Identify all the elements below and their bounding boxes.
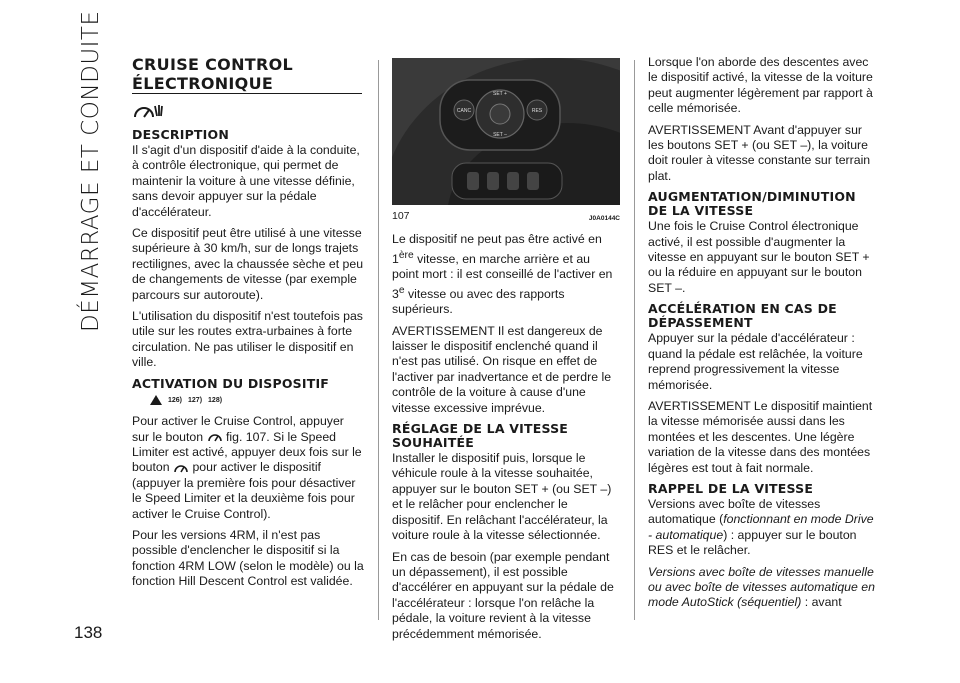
text-span: : avant — [801, 595, 842, 610]
paragraph: Appuyer sur la pédale d'accélérateur : quand la pédale est relâchée, la voiture reprend progressivement la vitesse mémorisée. — [648, 331, 863, 392]
text-span: Pour activer le Cruise Control, appuyer sur le bouton — [132, 414, 344, 444]
fig-label-res: RES — [531, 108, 543, 114]
paragraph: Il s'agit d'un dispositif d'aide à la conduite, à contrôle électronique, qui permet de maintenir la voiture à une vitesse définie, sans devoir appuyer sur la pédale d'accélérateur. — [132, 143, 360, 219]
paragraph: Installer le dispositif puis, lorsque le véhicule roule à la vitesse souhaitée, appuyer sur le bouton SET + (ou SET –) et le relâcher pour enclencher le dispositif. En relâchant l'accélérateur, la voiture roule à la vitesse sélectionnée. — [392, 451, 612, 543]
paragraph: AVERTISSEMENT Avant d'appuyer sur les boutons SET + (ou SET –), la voiture doit rouler à vitesse constante sur terrain plat. — [648, 122, 871, 183]
paragraph: AVERTISSEMENT Il est dangereux de laisser le dispositif enclenché quand il n'est pas utilisé. On risque en effet de l'activer par inadvertance et de perdre le contrôle de la voiture à cause d'une vitesse excessive imprévue. — [392, 323, 612, 415]
italic-text: Versions avec boîte de vitesses manuelle ou avec boîte de vitesses automatique en mode AutoStick (séquentiel) — [648, 564, 875, 610]
paragraph: Ce dispositif peut être utilisé à une vitesse supérieure à 30 km/h, sur de longs trajets rectilignes, avec la chaussée sèche et peu de changements de vitesse (par exemple parcours sur autoroute). — [132, 226, 364, 302]
superscript: ère — [398, 249, 414, 261]
cruise-button-icon — [207, 430, 223, 444]
column-1 — [132, 55, 364, 596]
section-title-line2: ÉLECTRONIQUE — [132, 74, 274, 93]
superscript: e — [398, 284, 405, 296]
ref-number: 128) — [208, 396, 223, 404]
fig-label-canc: CANC — [456, 108, 472, 114]
ref-number: 127) — [188, 396, 203, 404]
paragraph: L'utilisation du dispositif n'est toutefois pas utile sur les routes extra-urbaines à forte circulation. Ne pas utiliser le dispositif en ville. — [132, 309, 363, 370]
text-span: Versions avec boîte de vitesses automatique ( — [648, 496, 821, 527]
heading-rappel: RAPPEL DE LA VITESSE — [648, 480, 814, 496]
text-span: pour activer le dispositif (appuyer la première fois pour désactiver le Speed Limiter et la deuxième fois pour activer le Cruise Control). — [132, 460, 356, 521]
italic-text: fonctionnant en mode Drive - automatique — [648, 512, 874, 542]
text-span: Le dispositif ne peut pas être activé en 1 — [392, 232, 602, 266]
page-number: 138 — [74, 623, 103, 642]
ref-number: 126) — [168, 396, 183, 404]
column-divider — [634, 60, 635, 620]
figure-steering-wheel-controls — [392, 58, 620, 205]
paragraph: Une fois le Cruise Control électronique activé, il est possible d'augmenter la vitesse en appuyant sur le bouton SET + ou la réduire en appuyant sur le bouton SET –. — [648, 219, 870, 295]
cruise-control-speedometer-icon — [132, 102, 166, 120]
column-2 — [392, 55, 620, 648]
title-rule — [132, 93, 362, 94]
text-span: ) : appuyer sur le bouton RES et le relâcher. — [648, 527, 857, 558]
chapter-title: DÉMARRAGE ET CONDUITE — [78, 10, 104, 332]
heading-activation: ACTIVATION DU DISPOSITIF — [132, 375, 330, 391]
column-3 — [648, 55, 878, 617]
warning-triangle-icon — [150, 395, 162, 405]
paragraph: Lorsque l'on aborde des descentes avec le dispositif activé, la vitesse de la voiture peut augmenter légèrement par rapport à celle mémorisée. — [648, 55, 873, 116]
text-span: vitesse, en marche arrière et au point mort : il est conseillé de l'activer en 3 — [392, 251, 613, 301]
steering-wheel-photo — [392, 58, 620, 205]
chapter-sidebar — [78, 10, 118, 340]
heading-reglage: RÉGLAGE DE LA VITESSE SOUHAITÉE — [392, 421, 569, 451]
heading-acceleration: ACCÉLÉRATION EN CAS DE DÉPASSEMENT — [648, 301, 837, 331]
fig-label-set-plus: SET + — [493, 91, 507, 97]
paragraph — [392, 232, 620, 317]
paragraph: En cas de besoin (par exemple pendant un dépassement), il est possible d'accélérer en appuyant sur la pédale de l'accélérateur : lorsque l'on relâche la pédale, la voiture revient à la vitesse précédemment mémorisée. — [392, 549, 614, 641]
figure-number: 107 — [392, 210, 410, 222]
paragraph: AVERTISSEMENT Le dispositif maintient la vitesse mémorisée aussi dans les montées et les descentes. Une légère variation de la vitesse dans des montées légères est tout à fait normale. — [648, 398, 873, 475]
fig-label-set-minus: SET – — [493, 132, 507, 138]
paragraph — [648, 497, 878, 559]
section-title-line1: CRUISE CONTROL — [132, 55, 293, 74]
column-divider — [378, 60, 379, 620]
paragraph — [132, 414, 364, 522]
heading-augmentation: AUGMENTATION/DIMINUTION DE LA VITESSE — [648, 189, 856, 219]
cruise-icon-row — [132, 102, 364, 120]
heading-description: DESCRIPTION — [132, 127, 229, 142]
paragraph: Pour les versions 4RM, il n'est pas possible d'enclencher le dispositif si la fonction 4RM LOW (selon le modèle) ou la fonction Hill Descent Control est validée. — [132, 527, 364, 589]
text-span: vitesse ou avec des rapports supérieurs. — [392, 286, 565, 317]
warning-refs — [150, 393, 364, 408]
paragraph — [648, 565, 878, 611]
cruise-button-icon — [173, 461, 189, 475]
figure-caption — [392, 209, 620, 226]
figure-code: J0A0144C — [588, 215, 620, 222]
text-span: fig. 107. Si le Speed Limiter est activé, appuyer deux fois sur le bouton — [132, 429, 362, 475]
